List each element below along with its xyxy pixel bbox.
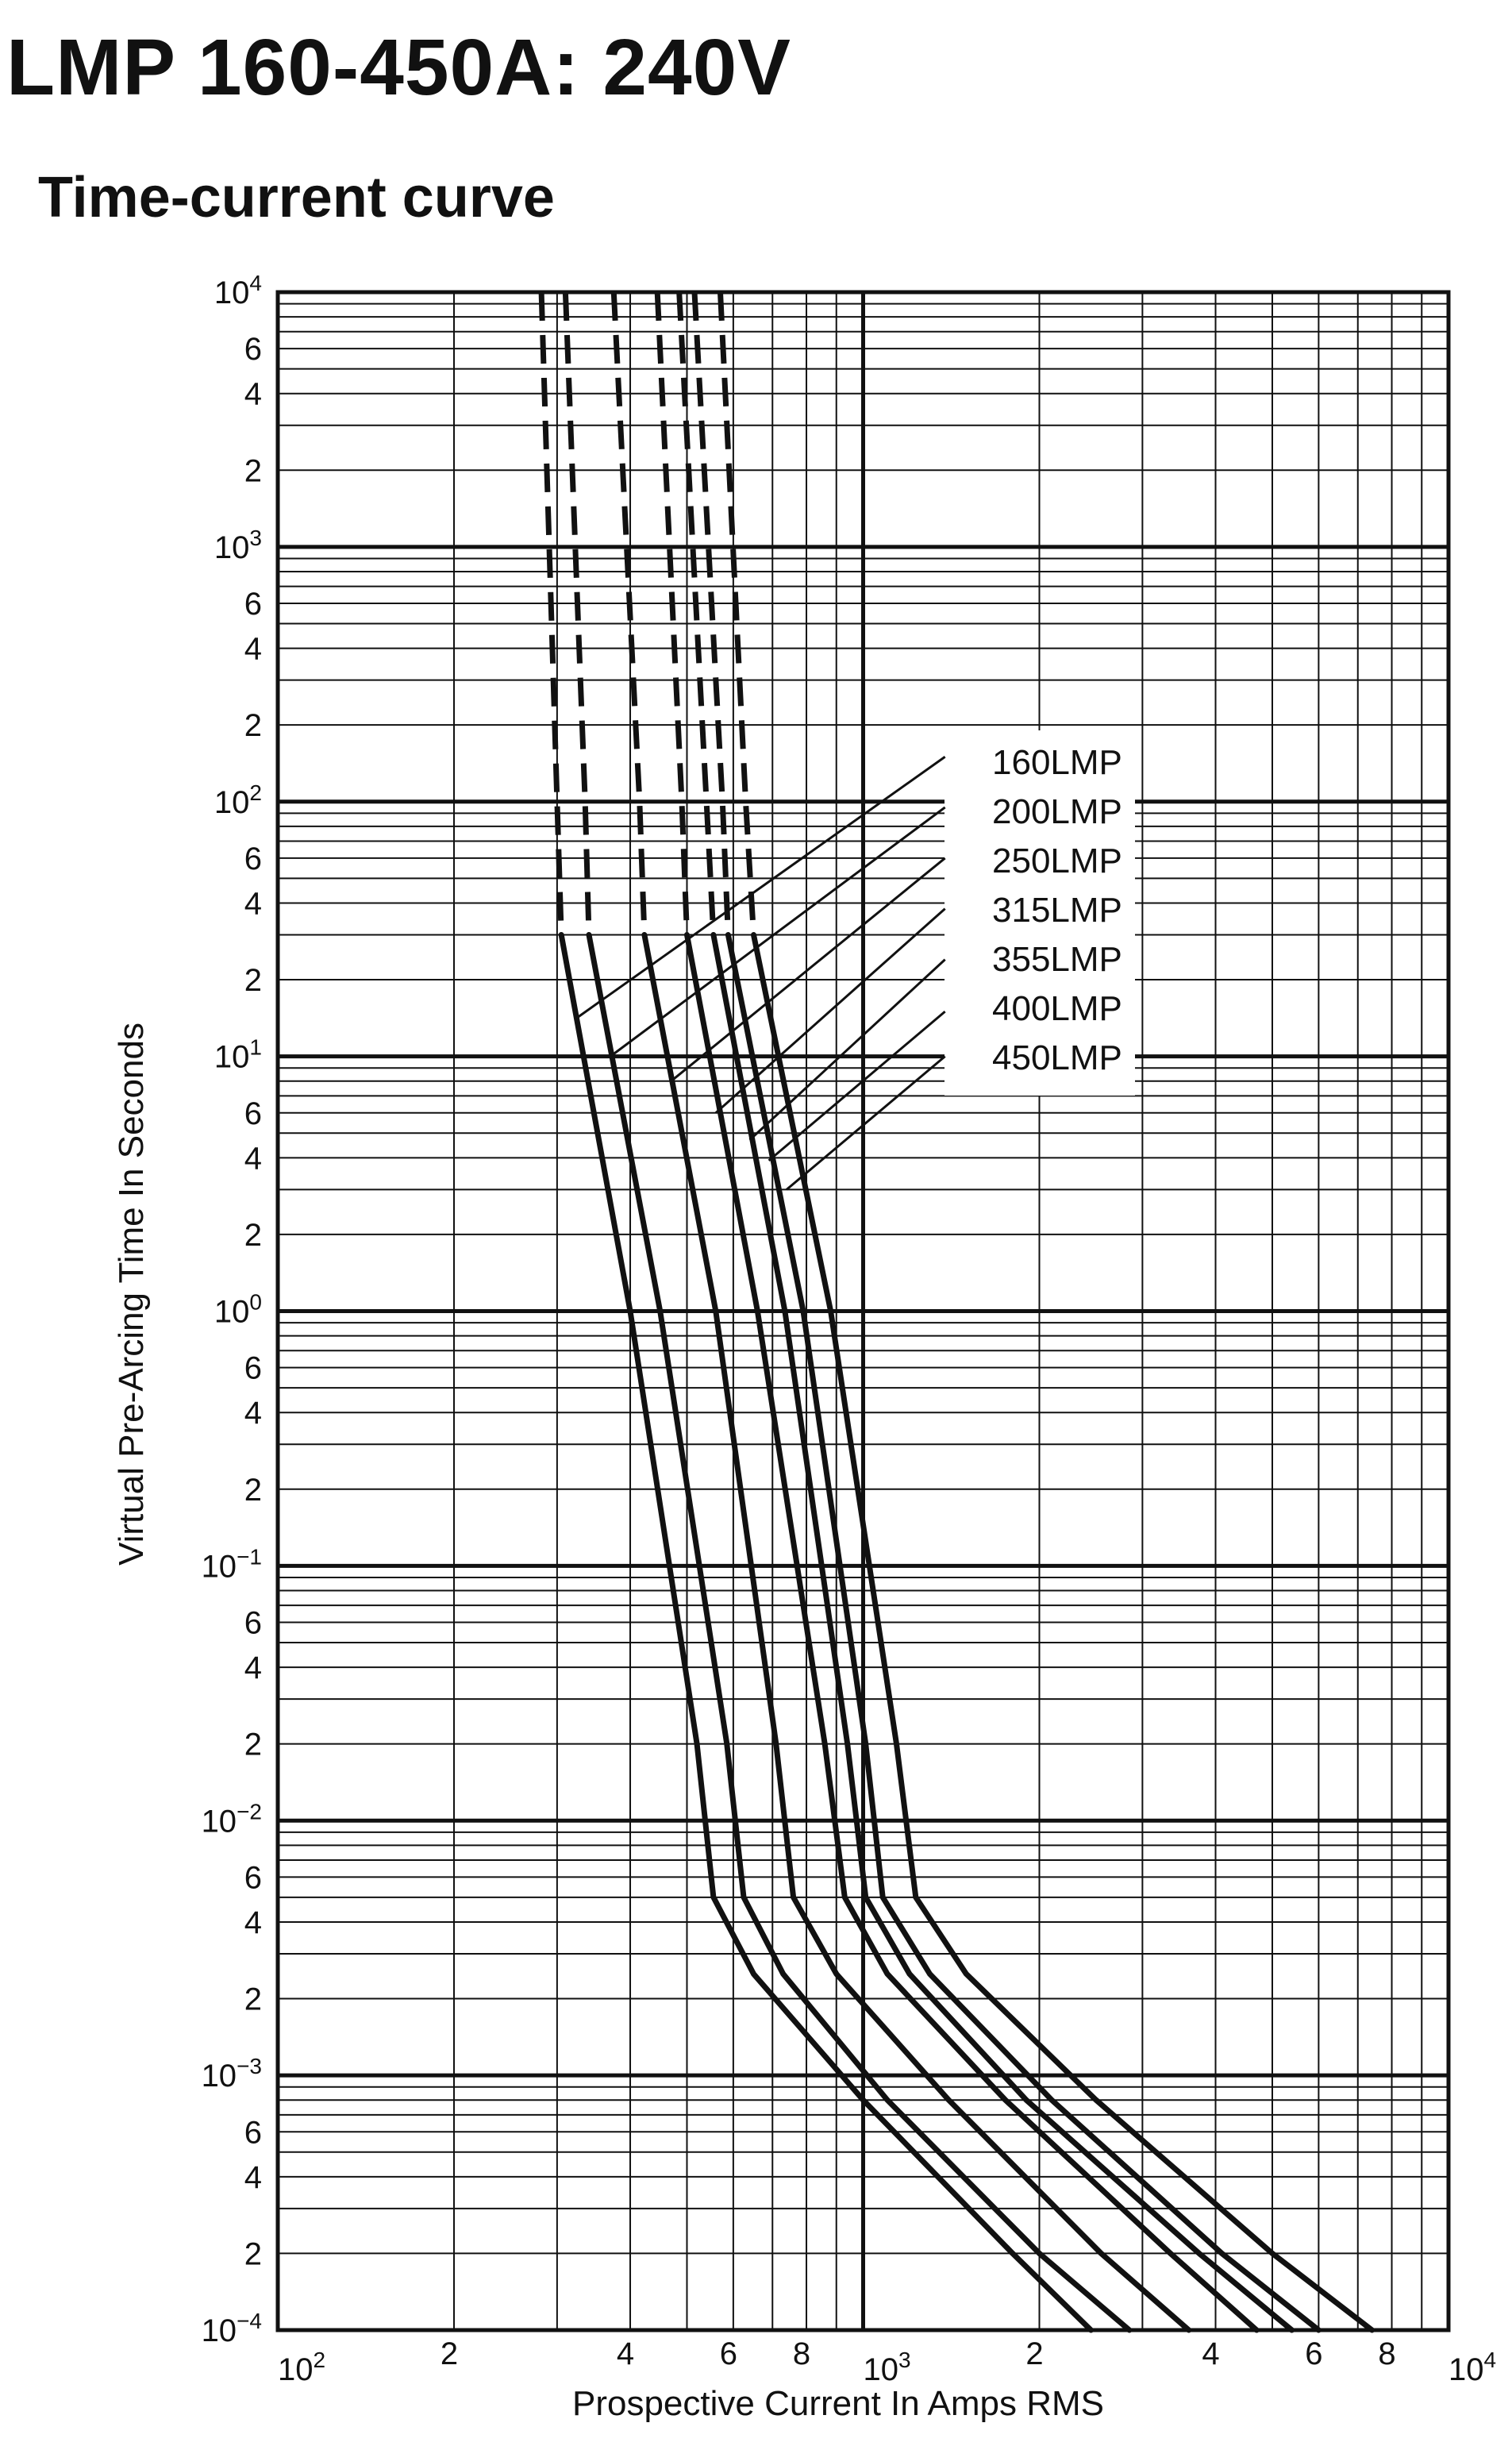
tick-layer <box>202 271 1496 2387</box>
y-tick-label: 4 <box>244 631 262 667</box>
curve-200lmp-dashed <box>565 292 589 935</box>
legend-label-400lmp: 400LMP <box>992 989 1122 1028</box>
curve-450lmp-dashed <box>721 292 754 935</box>
y-tick-label: 4 <box>244 1141 262 1177</box>
x-tick-label: 8 <box>1378 2336 1396 2371</box>
y-tick-label: 2 <box>244 2236 262 2272</box>
grid-layer <box>278 292 1449 2330</box>
curve-355lmp-solid <box>714 935 1292 2331</box>
curve-400lmp-solid <box>728 935 1318 2331</box>
x-tick-label: 8 <box>792 2336 811 2371</box>
legend-leader-315lmp <box>716 909 945 1113</box>
y-tick-label: 4 <box>244 1651 262 1686</box>
legend-label-250lmp: 250LMP <box>992 842 1122 880</box>
y-tick-label: 4 <box>244 376 262 412</box>
y-tick-label: 6 <box>244 1605 262 1641</box>
curve-250lmp-dashed <box>614 292 644 935</box>
y-tick-label: 6 <box>244 2115 262 2151</box>
y-tick-label-decade: $10^0$ <box>214 1289 262 1330</box>
y-tick-label: 2 <box>244 453 262 489</box>
y-tick-label: 2 <box>244 1727 262 1762</box>
y-tick-label: 4 <box>244 1396 262 1431</box>
x-tick-label: 6 <box>1305 2336 1323 2371</box>
x-tick-label-decade: $10^2$ <box>277 2348 326 2387</box>
legend-label-200lmp: 200LMP <box>992 792 1122 831</box>
y-tick-label-decade: $10^{-2}$ <box>201 1799 262 1839</box>
curve-450lmp-solid <box>754 935 1372 2331</box>
x-tick-label-decade: $10^3$ <box>863 2348 911 2387</box>
page-title: LMP 160-450A: 240V <box>6 23 791 112</box>
y-tick-label-decade: $10^{-1}$ <box>201 1544 262 1585</box>
y-tick-label-decade: $10^1$ <box>214 1034 262 1075</box>
y-tick-label: 2 <box>244 708 262 744</box>
curve-355lmp-dashed <box>679 292 714 935</box>
y-tick-label-decade: $10^{-4}$ <box>201 2309 262 2348</box>
y-tick-label: 2 <box>244 1982 262 2017</box>
legend-label-315lmp: 315LMP <box>992 891 1122 930</box>
y-tick-label: 6 <box>244 332 262 368</box>
y-tick-label: 2 <box>244 963 262 999</box>
x-tick-label: 2 <box>1025 2336 1044 2371</box>
x-tick-label: 4 <box>616 2336 635 2371</box>
y-tick-label-decade: $10^2$ <box>214 780 262 820</box>
y-tick-label: 6 <box>244 841 262 876</box>
y-tick-label: 4 <box>244 1905 262 1940</box>
x-tick-label: 2 <box>440 2336 459 2371</box>
legend-label-450lmp: 450LMP <box>992 1038 1122 1077</box>
x-tick-label-decade: $10^4$ <box>1448 2348 1497 2387</box>
legend-layer <box>575 730 1135 1189</box>
legend-leader-450lmp <box>787 1057 945 1190</box>
x-axis-title: Prospective Current In Amps RMS <box>571 2384 1105 2423</box>
y-tick-label-decade: $10^{-3}$ <box>201 2054 262 2094</box>
y-tick-label: 2 <box>244 1217 262 1253</box>
y-tick-label: 6 <box>244 587 262 622</box>
y-tick-label: 6 <box>244 1350 262 1386</box>
curve-160lmp-dashed <box>541 292 561 935</box>
y-tick-label-decade: $10^3$ <box>214 525 262 565</box>
x-tick-label: 4 <box>1202 2336 1220 2371</box>
y-axis-title: Virtual Pre-Arcing Time In Seconds <box>112 1023 151 1566</box>
legend-leader-400lmp <box>769 1011 945 1161</box>
legend-label-355lmp: 355LMP <box>992 940 1122 979</box>
chart-subtitle: Time-current curve <box>38 166 555 229</box>
x-tick-label: 6 <box>719 2336 738 2371</box>
y-tick-label: 2 <box>244 1472 262 1508</box>
legend-leader-200lmp <box>610 807 945 1057</box>
y-tick-label: 4 <box>244 886 262 922</box>
y-tick-label: 6 <box>244 1096 262 1131</box>
y-tick-label: 6 <box>244 1860 262 1896</box>
y-tick-label-decade: $10^4$ <box>214 271 262 310</box>
y-tick-label: 4 <box>244 2159 262 2195</box>
curve-160lmp-solid <box>561 935 1091 2331</box>
legend-label-160lmp: 160LMP <box>992 743 1122 782</box>
